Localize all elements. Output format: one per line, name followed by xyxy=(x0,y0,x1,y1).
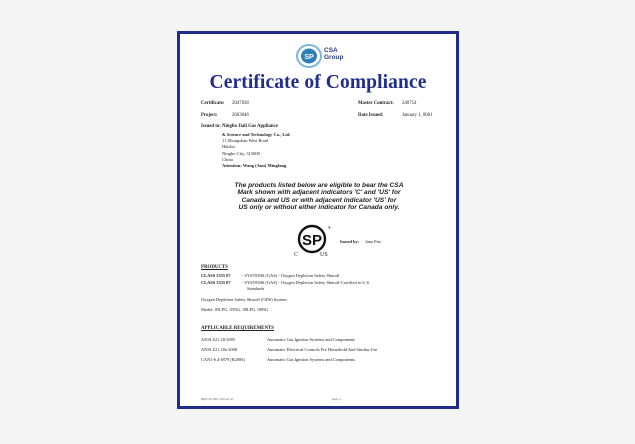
product-description-cont: Standards xyxy=(247,286,265,291)
eligibility-line: Canada and US or with adjacent indicator 'US' for xyxy=(241,196,397,204)
address-line: Haishu xyxy=(222,144,235,150)
requirement-code: CAN1-6.4-M79 (R2006) xyxy=(201,357,245,362)
requirement-description: Automatic Gas Ignition Systems and Components xyxy=(267,337,355,342)
logo-line-2: Group xyxy=(324,54,344,61)
ods-system: Oxygen Depletion Safety Shutoff (ODS) System xyxy=(201,297,287,302)
product-description: - SYSTEMS (GAS) - Oxygen Depletion Safety Shutoff-Certified to U.S. xyxy=(242,280,371,285)
product-description: - SYSTEMS (GAS) - Oxygen Depletion Safety Shutoff xyxy=(242,273,340,278)
requirement-code: ANSI Z21.20-2005 xyxy=(201,337,236,342)
address-line: & Science and Technology Co., Ltd. xyxy=(222,132,291,137)
project-value: 2603846 xyxy=(232,113,249,118)
address-line: China xyxy=(222,156,233,162)
date-issued-label: Date Issued: xyxy=(358,113,384,118)
eligibility-statement xyxy=(220,182,418,212)
products-heading: PRODUCTS xyxy=(201,265,228,270)
logo-text xyxy=(324,47,344,61)
csa-certification-mark xyxy=(292,223,332,261)
certificate-value: 2047838 xyxy=(232,101,249,106)
date-issued-value: January 1, 0001 xyxy=(402,113,433,118)
certificate-title: Certificate of Compliance xyxy=(209,72,427,93)
requirements-heading: APPLICABLE REQUIREMENTS xyxy=(201,326,274,331)
model-list: Model: 05LPG, 05NG, 08LPG, 08NG xyxy=(201,307,269,312)
logo-line-1: CSA xyxy=(324,47,338,54)
requirement-code: ANSI Z21.20a-2008 xyxy=(201,347,238,352)
issued-by-label: Issued by: xyxy=(340,239,360,244)
company-name: Ningbo Jiali Gas Appliance xyxy=(222,124,278,129)
issued-by-name: June Pan xyxy=(365,239,381,244)
mark-c-indicator: C xyxy=(294,252,299,258)
address-line: Ningbo City, 315000 xyxy=(222,150,260,156)
master-contract-value: 240754 xyxy=(402,101,417,106)
requirement-description: Automatic Gas Ignition Systems and Components xyxy=(267,357,355,362)
master-contract-label: Master Contract: xyxy=(358,101,394,106)
csa-group-logo xyxy=(295,44,355,68)
svg-text:SP: SP xyxy=(301,232,323,249)
attention-line: Attention: Wang (Ann) Mingfang xyxy=(222,163,287,169)
eligibility-line: US only or without either indicator for Canada only. xyxy=(238,204,400,212)
certificate-label: Certificate: xyxy=(201,101,225,106)
svg-text:SP: SP xyxy=(304,54,314,61)
mark-us-indicator: US xyxy=(320,252,328,258)
footer-page-number: Page: 1 xyxy=(332,397,341,401)
address-block xyxy=(222,132,291,169)
csa-logo-icon xyxy=(295,44,323,68)
product-class: CLASS 3335 07 xyxy=(201,273,231,278)
certificate-document xyxy=(177,31,459,409)
product-class: CLASS 3335 87 xyxy=(201,280,231,285)
eligibility-line: The products listed below are eligible to bear the CSA xyxy=(234,182,404,189)
requirement-description: Automatic Electrical Controls For Household And Similar Use xyxy=(267,347,378,352)
footer-form-number: DQD 507 Rev. 2013-01-21 xyxy=(201,397,234,401)
svg-text:®: ® xyxy=(328,225,331,230)
issued-to-label: Issued to: xyxy=(201,124,221,129)
address-line: 11 Zhongshan West Road xyxy=(222,138,269,144)
eligibility-line: Mark shown with adjacent indicators 'C' and 'US' for xyxy=(237,189,401,197)
project-label: Project: xyxy=(201,113,218,118)
